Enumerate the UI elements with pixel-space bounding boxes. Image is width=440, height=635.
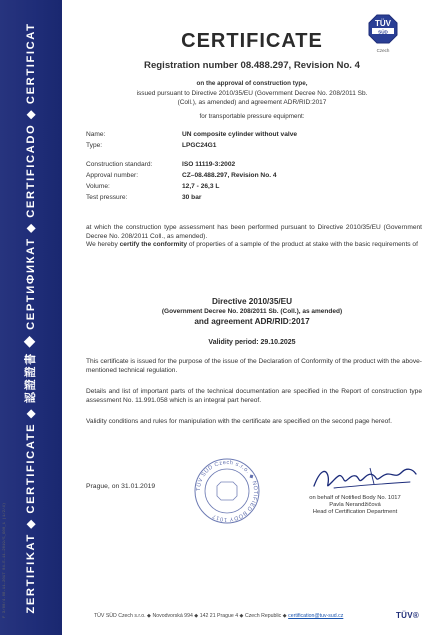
signature <box>310 462 422 494</box>
certify-bold: certify the conformity <box>119 241 188 249</box>
tuv-logo-sub-text: SÜD <box>378 29 388 35</box>
detail-label: Construction standard: <box>86 161 153 168</box>
registration-number: Registration number 08.488.297, Revision No. 4 <box>144 60 360 71</box>
detail-value: 12,7 - 26,3 L <box>182 183 220 190</box>
detail-label: Name: <box>86 131 106 138</box>
side-band-text: ZERTIFIKAT ◆ CERTIFICATE ◆ 認證證書 ◆ СЕРТИФИКАТ ◆ CERTIFICADO ◆ CERTIFICAT <box>25 22 37 614</box>
directive-title: Directive 2010/35/EU <box>211 297 293 306</box>
detail-label: Volume: <box>86 183 110 190</box>
tuv-logo <box>368 14 398 54</box>
transportable-line: for transportable pressure equipment: <box>199 113 305 120</box>
purpose-paragraph: This certificate is issued for the purpose of the issue of the Declaration of Conformity of the product with the above-mentioned technical regulation. <box>86 358 422 374</box>
detail-label: Test pressure: <box>86 194 128 201</box>
detail-label: Type: <box>86 142 103 149</box>
signatory-position: Head of Certification Department <box>312 509 398 515</box>
side-band <box>0 0 62 635</box>
footer-email-link[interactable]: certification@tuv-sud.cz <box>288 613 344 619</box>
certify-suffix: of properties of a sample of the product at stake with the basic requirements of <box>187 241 418 249</box>
footer-address <box>94 613 343 619</box>
approval-line: on the approval of construction type, <box>196 80 308 87</box>
signatory-block <box>290 495 420 516</box>
directive-agreement: and agreement ADR/RID:2017 <box>194 317 310 326</box>
footer <box>72 610 432 622</box>
detail-value: CZ–08.488.297, Revision No. 4 <box>182 172 277 179</box>
tuv-logo-text: TÜV <box>375 19 391 28</box>
detail-value: 30 bar <box>182 194 202 201</box>
footer-tuv-mark: TÜV® <box>396 611 420 620</box>
validity-conditions-paragraph: Validity conditions and rules for manipulation with the certificate are specified on the second page hereof. <box>86 418 392 425</box>
signatory-name: Pavla Nerandžičová <box>329 502 381 508</box>
place-and-date: Prague, on 31.01.2019 <box>86 483 156 490</box>
stamp-text: TÜV SÜD Czech s.r.o. ◆ NOTIFIED BODY 1017 <box>195 459 259 523</box>
detail-value: UN composite cylinder without valve <box>182 131 298 138</box>
issued-line-2: (Coll.), as amended) and agreement ADR/RID:2017 <box>177 98 327 106</box>
certify-prefix: We hereby <box>86 241 120 249</box>
certificate-title: CERTIFICATE <box>181 30 323 52</box>
certificate-content <box>72 0 432 635</box>
validity-period: Validity period: 29.10.2025 <box>208 339 296 346</box>
document-code: F 3/00/4.08-11-2017 04-E-11-2019/5_G00_1 (1/2/4) <box>3 502 7 618</box>
detail-value: ISO 11119-3:2002 <box>182 161 236 168</box>
assessment-text: at which the construction type assessment has been performed pursuant to Directive 2010/35/EU (Government Decree No. 208/2011 Coll., as amended). <box>86 224 422 240</box>
directive-subtitle: (Government Decree No. 208/2011 Sb. (Coll.), as amended) <box>161 308 343 315</box>
detail-label: Approval number: <box>86 172 139 179</box>
footer-address-text: TÜV SÜD Czech s.r.o. ◆ Novodvorská 994 ◆ 142 21 Prague 4 ◆ Czech Republic ◆ <box>94 613 289 619</box>
official-stamp <box>192 458 262 524</box>
issued-line-1: issued pursuant to Directive 2010/35/EU (Government Decree No. 208/2011 Sb. <box>136 90 368 97</box>
signatory-behalf: on behalf of Notified Body No. 1017 <box>309 495 401 501</box>
issued-pursuant <box>82 90 422 108</box>
detail-value: LPGC24G1 <box>182 142 217 149</box>
details-paragraph: Details and list of important parts of the technical documentation are specified in the Report of construction type assessment No. 11.991.058 which is an integral part hereof. <box>86 388 422 404</box>
tuv-logo-caption: Czech <box>376 48 390 53</box>
assessment-paragraph <box>86 224 422 250</box>
tuv-octagon-icon <box>368 14 398 48</box>
